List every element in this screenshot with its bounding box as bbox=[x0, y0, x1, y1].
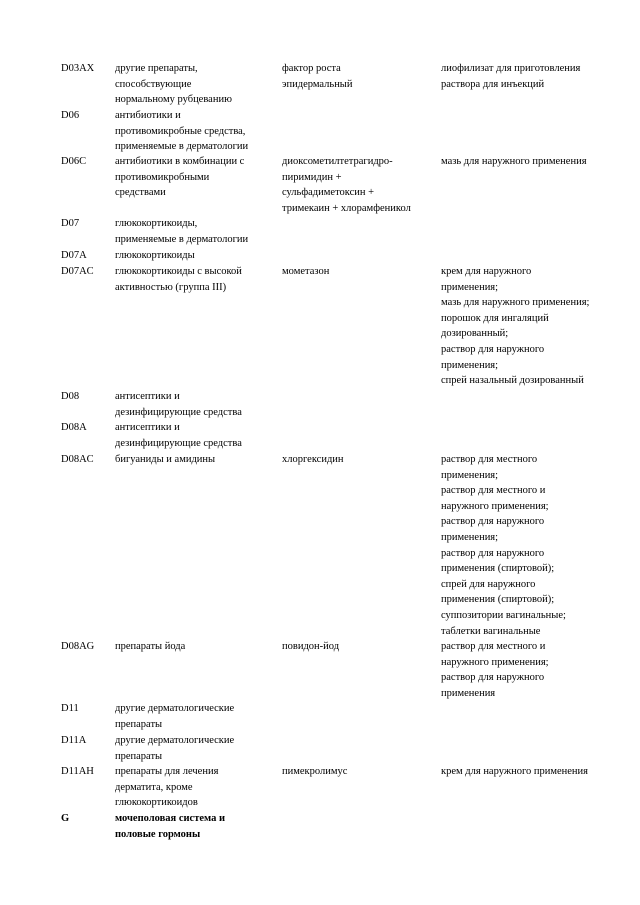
atc-code: D06C bbox=[61, 156, 87, 167]
atc-code: D03AX bbox=[61, 63, 95, 74]
group-name: антисептики и дезинфицирующие средства bbox=[115, 391, 242, 418]
group-name: мочеполовая система и половые гормоны bbox=[115, 813, 226, 840]
group-name: антисептики и дезинфицирующие средства bbox=[115, 422, 242, 449]
atc-code: D08AG bbox=[61, 641, 95, 652]
drug-name: пимекролимус bbox=[282, 766, 348, 777]
group-name: антибиотики и противомикробные средства, применяемые в дерматологии bbox=[115, 110, 249, 153]
atc-code: D07A bbox=[61, 250, 87, 261]
group-name: другие дерматологические препараты bbox=[115, 703, 235, 730]
atc-code: G bbox=[61, 813, 70, 824]
atc-code: D11 bbox=[61, 703, 79, 714]
group-name: другие препараты, способствующие нормальному рубцеванию bbox=[115, 63, 232, 106]
drug-name: фактор роста эпидермальный bbox=[282, 63, 353, 90]
group-name: антибиотики в комбинации с противомикробными средствами bbox=[115, 156, 245, 199]
atc-code: D06 bbox=[61, 110, 80, 121]
group-name: препараты для лечения дерматита, кроме глюкокортикоидов bbox=[115, 766, 219, 809]
atc-code: D11A bbox=[61, 735, 87, 746]
dosage-form: лиофилизат для приготовления раствора для инъекций bbox=[441, 63, 581, 90]
group-name: другие дерматологические препараты bbox=[115, 735, 235, 762]
group-name: глюкокортикоиды bbox=[115, 250, 195, 261]
drug-name: мометазон bbox=[282, 266, 330, 277]
atc-code: D07 bbox=[61, 218, 80, 229]
group-name: глюкокортикоиды, применяемые в дерматологии bbox=[115, 218, 249, 245]
atc-code: D08A bbox=[61, 422, 87, 433]
group-name: бигуаниды и амидины bbox=[115, 454, 216, 465]
dosage-form: раствор для местного применения; раствор для местного и наружного применения; раствор для наружного применения; раствор для наружного применения (спиртовой); спрей для наружного применения (спиртовой); суппозитории вагинальные; таблетки вагинальные bbox=[441, 454, 566, 637]
atc-code: D11AH bbox=[61, 766, 94, 777]
dosage-form: крем для наружного применения; мазь для наружного применения; порошок для ингаляций дозированный; раствор для наружного применения; спрей назальный дозированный bbox=[441, 266, 590, 387]
dosage-form: крем для наружного применения bbox=[441, 766, 589, 777]
drug-name: повидон-йод bbox=[282, 641, 340, 652]
atc-code: D08 bbox=[61, 391, 80, 402]
drug-name: хлоргексидин bbox=[282, 454, 344, 465]
atc-code: D07AC bbox=[61, 266, 94, 277]
atc-code: D08AC bbox=[61, 454, 94, 465]
dosage-form: мазь для наружного применения bbox=[441, 156, 587, 167]
group-name: глюкокортикоиды с высокой активностью (группа III) bbox=[115, 266, 242, 293]
group-name: препараты йода bbox=[115, 641, 186, 652]
drug-name: диоксометилтетрагидро- пиримидин + сульфадиметоксин + тримекаин + хлорамфеникол bbox=[282, 156, 411, 214]
dosage-form: раствор для местного и наружного применения; раствор для наружного применения bbox=[441, 641, 549, 699]
